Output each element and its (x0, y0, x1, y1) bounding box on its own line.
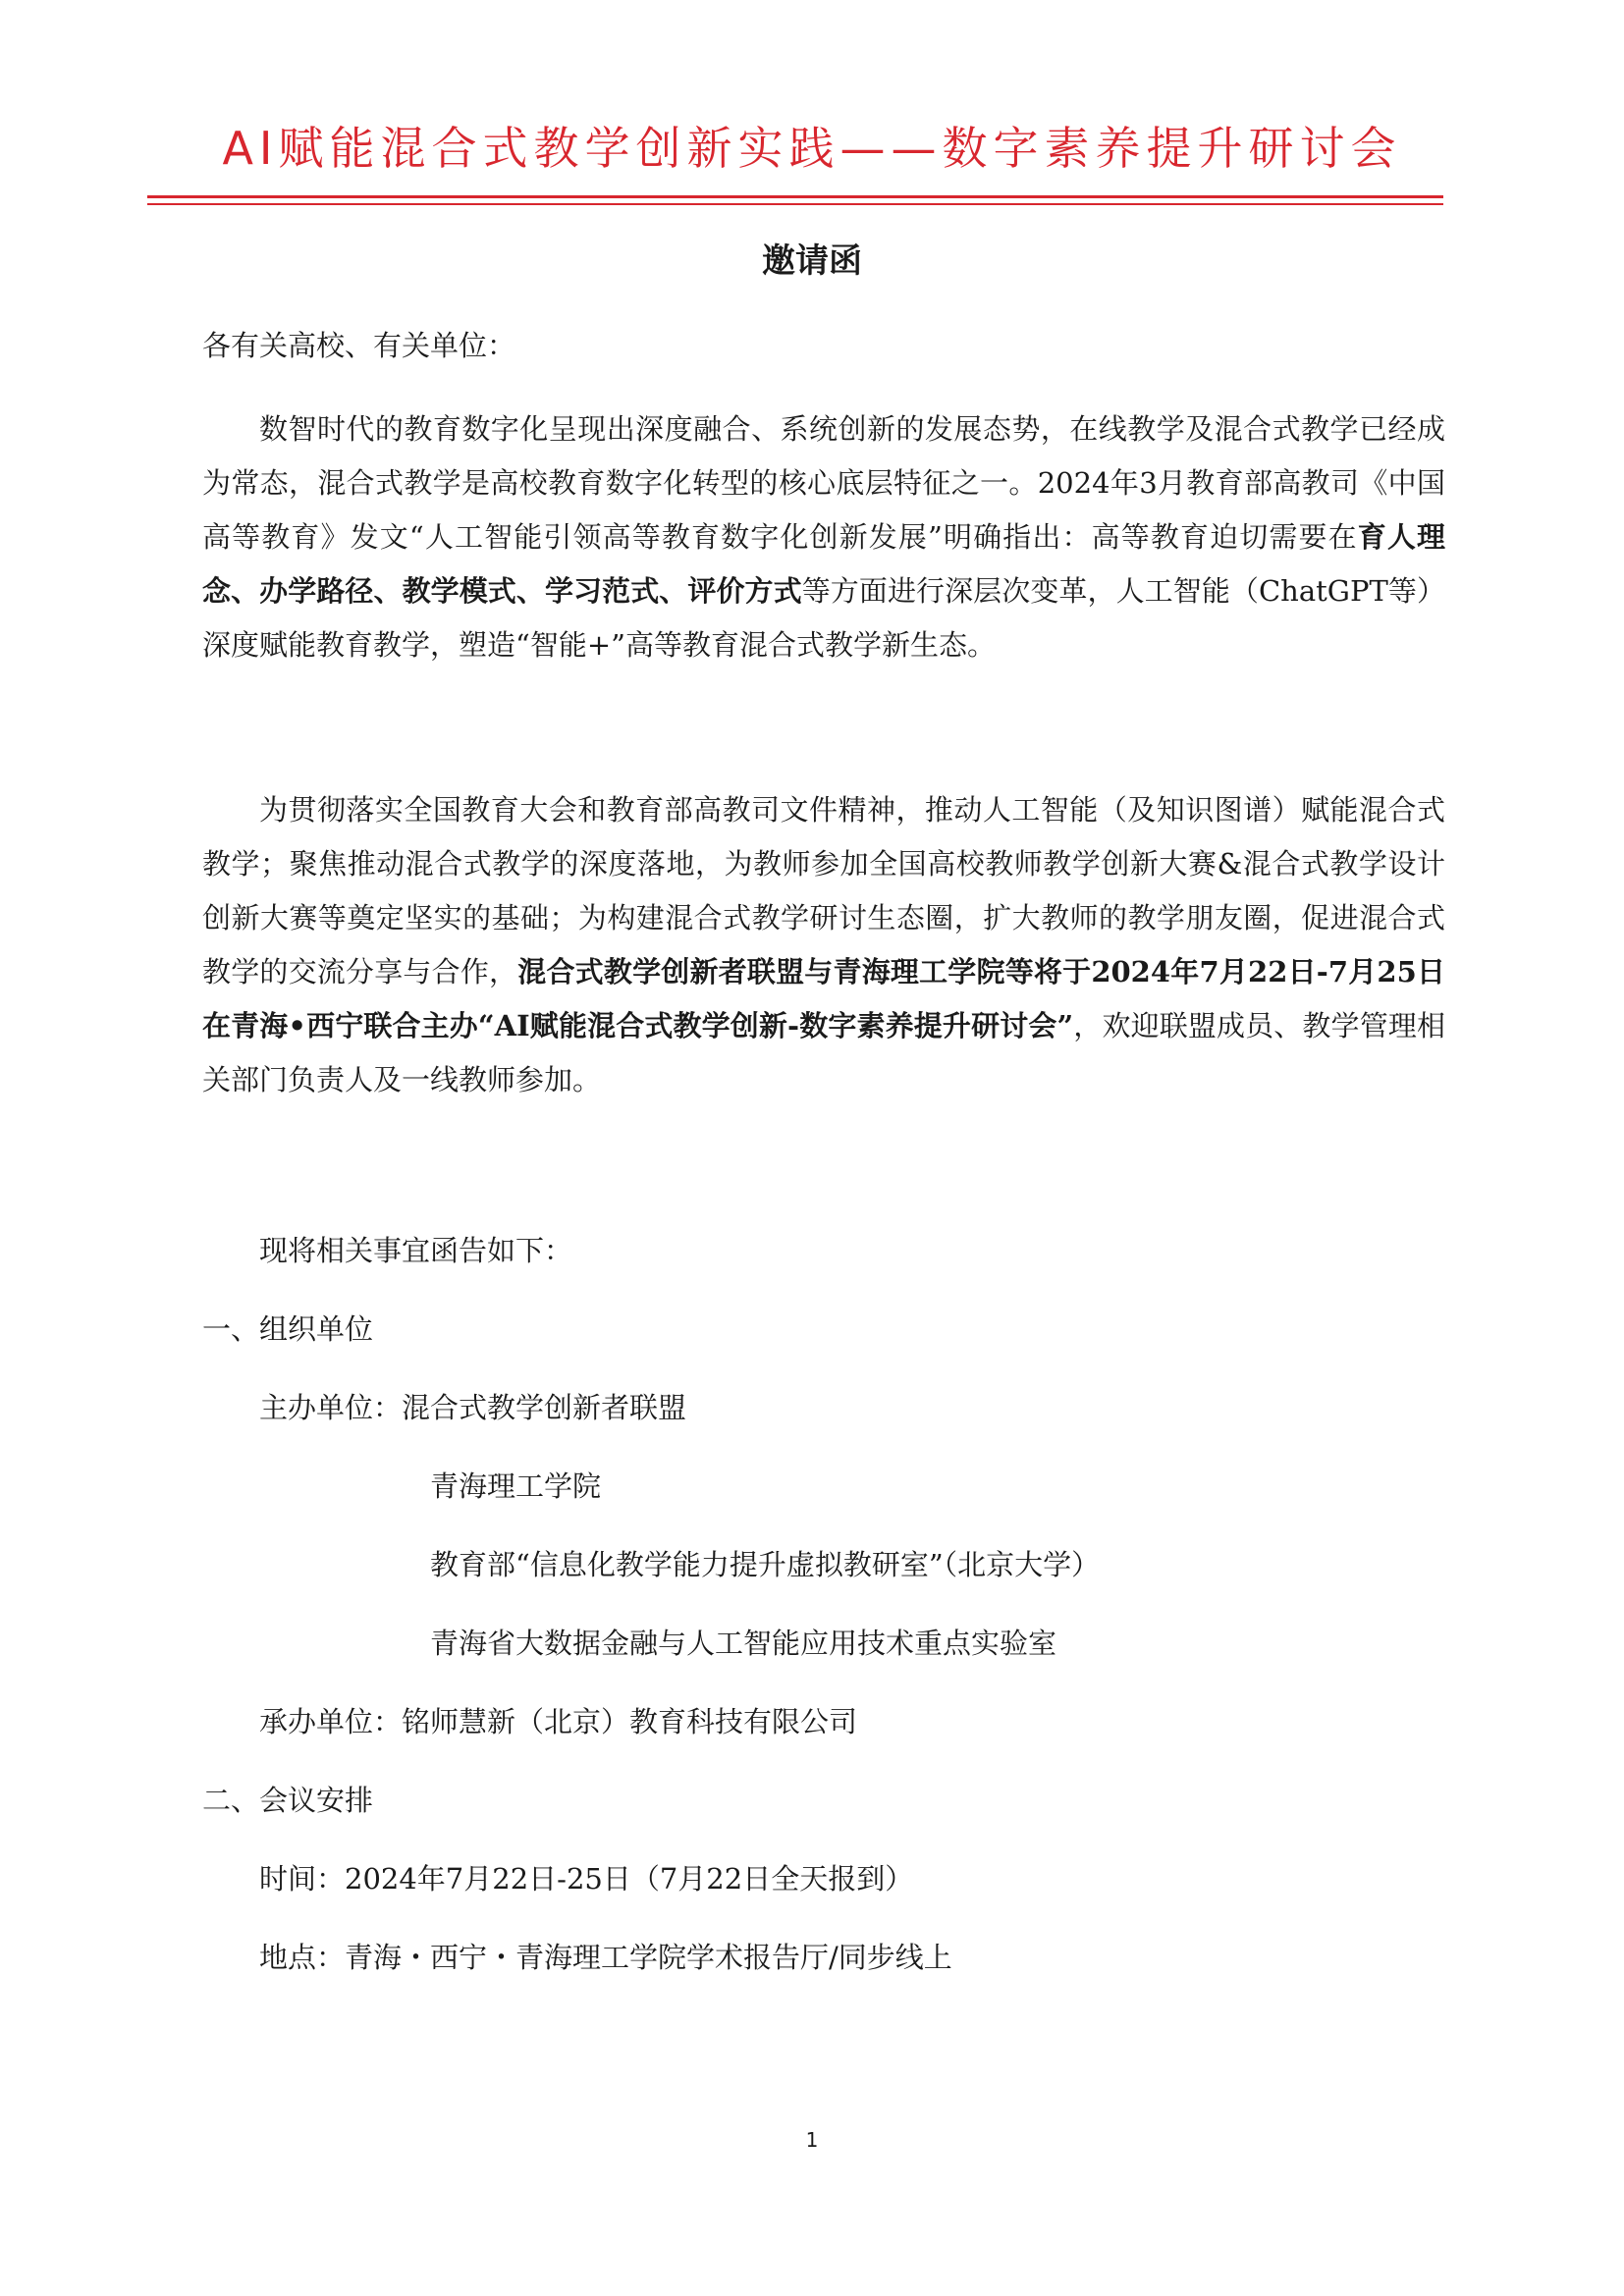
intro-line: 现将相关事宜函告如下： (259, 1234, 573, 1267)
page-number: 1 (805, 2128, 819, 2152)
letterhead-rule-bottom (147, 203, 1443, 205)
letterhead-rule-top (147, 195, 1443, 198)
section-heading-organizers: 一、组织单位 (202, 1312, 374, 1346)
organizer-host-1: 主办单位：混合式教学创新者联盟 (259, 1391, 687, 1424)
paragraph-1-bold: 育人理念、办学路径、教学模式、学习范式、评价方式 (202, 520, 1445, 608)
paragraph-1-text-a: 数智时代的教育数字化呈现出深度融合、系统创新的发展态势，在线教学及混合式教学已经成为常态，混合式教学是高校教育数字化转型的核心底层特征之一。2024年3月教育部高教司《中国高等教育》发文“人工智能引领高等教育数字化创新发展”明确指出：高等教育迫切需要在 (202, 412, 1445, 554)
organizer-host-4: 青海省大数据金融与人工智能应用技术重点实验室 (430, 1627, 1057, 1660)
paragraph-2 (202, 783, 1445, 1107)
letterhead-title: AI赋能混合式教学创新实践——数字素养提升研讨会 (222, 122, 1402, 175)
paragraph-1 (202, 402, 1445, 672)
paragraph-1-text-b: 等方面进行深层次变革，人工智能（ChatGPT等）深度赋能教育教学，塑造“智能+”高等教育混合式教学新生态。 (202, 574, 1445, 662)
salutation: 各有关高校、有关单位： (202, 329, 516, 362)
organizer-undertaker: 承办单位：铭师慧新（北京）教育科技有限公司 (259, 1705, 858, 1738)
paragraph-2-text-a: 为贯彻落实全国教育大会和教育部高教司文件精神，推动人工智能（及知识图谱）赋能混合式教学；聚焦推动混合式教学的深度落地，为教师参加全国高校教师教学创新大赛&混合式教学设计创新大赛等奠定坚实的基础；为构建混合式教学研讨生态圈，扩大教师的教学朋友圈，促进混合式教学的交流分享与合作， (202, 793, 1445, 988)
section-heading-meeting: 二、会议安排 (202, 1784, 374, 1817)
meeting-time: 时间：2024年7月22日-25日（7月22日全天报到） (259, 1862, 914, 1896)
paragraph-2-bold: 混合式教学创新者联盟与青海理工学院等将于2024年7月22日-7月25日在青海•西宁联合主办“AI赋能混合式教学创新-数字素养提升研讨会” (202, 955, 1445, 1042)
document-title: 邀请函 (762, 241, 862, 281)
paragraph-2-text-b: ，欢迎联盟成员、教学管理相关部门负责人及一线教师参加。 (202, 1009, 1445, 1096)
organizer-host-3: 教育部“信息化教学能力提升虚拟教研室”（北京大学） (430, 1548, 1101, 1581)
meeting-place: 地点：青海・西宁・青海理工学院学术报告厅/同步线上 (259, 1941, 952, 1974)
organizer-host-2: 青海理工学院 (430, 1469, 602, 1503)
